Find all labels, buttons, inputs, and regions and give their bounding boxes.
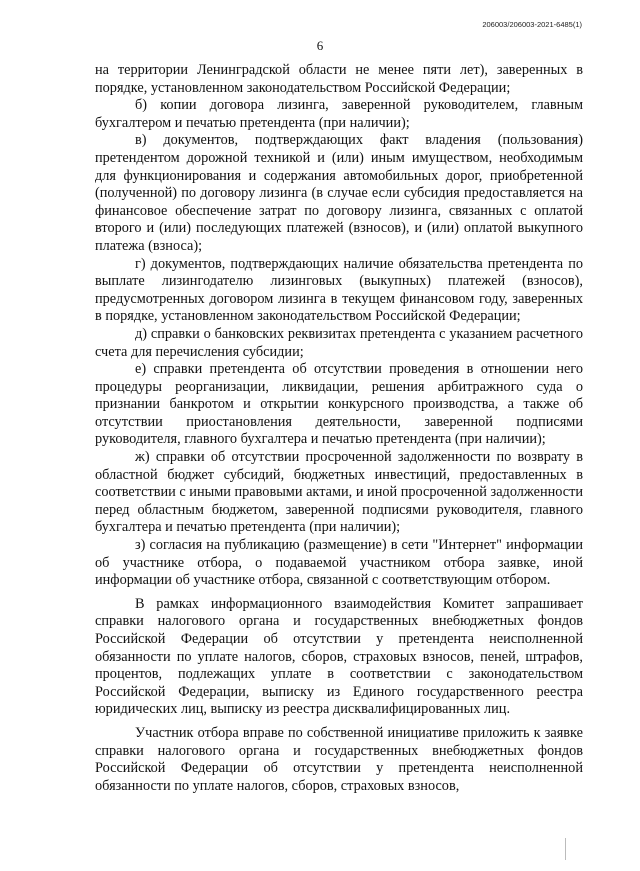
paragraph-item-e: е) справки претендента об отсутствии проведения в отношении него процедуры реорганизации, ликвидации, решения арбитражного суда о признании банкротом и открытии конкурсного производства, а также об отсутствии приостановления деятельности, заверенной подписями руководителя, главного бухгалтера и печатью претендента (при наличии); — [95, 361, 583, 448]
paragraph-item-zh: ж) справки об отсутствии просроченной задолженности по возврату в областной бюджет субсидий, бюджетных инвестиций, предоставленных в соответствии с иными правовыми актами, и иной просроченной задолженности перед областным бюджетом, заверенной подписями руководителя, главного бухгалтера и печатью претендента (при наличии); — [95, 449, 583, 536]
document-id: 206003/206003-2021-6485(1) — [482, 20, 582, 29]
paragraph-item-g: г) документов, подтверждающих наличие обязательства претендента по выплате лизингодателю лизинговых (выкупных) платежей (взносов), предусмотренных договором лизинга в текущем финансовом году, заверенных в порядке, установленном законодательством Российской Федерации; — [95, 255, 583, 325]
paragraph-item-v: в) документов, подтверждающих факт владения (пользования) претендентом дорожной техникой и (или) иным имуществом, необходимым для функционирования и содержания автомобильных дорог, приобретенной (полученной) по договору лизинга (в случае если субсидия предоставляется на финансовое обеспечение затрат по договору лизинга, связанных с оплатой второго и (или) последующих платежей (взносов), и (или) оплатой выкупного платежа (взноса); — [95, 132, 583, 254]
scan-edge-mark — [565, 838, 566, 860]
paragraph-interagency-request: В рамках информационного взаимодействия Комитет запрашивает справки налогового органа и государственных внебюджетных фондов Российской Федерации об отсутствии у претендента неисполненной обязанности по уплате налогов, сборов, страховых взносов, пеней, штрафов, процентов, подлежащих уплате в соответствии с законодательством Российской Федерации, выписку из Единого государственного реестра юридических лиц, выписку из реестра дисквалифицированных лиц. — [95, 595, 583, 718]
paragraph-participant-initiative: Участник отбора вправе по собственной инициативе приложить к заявке справки налогового органа и государственных внебюджетных фондов Российской Федерации об отсутствии у претендента неисполненной обязанности по уплате налогов, сборов, страховых взносов, — [95, 724, 583, 794]
paragraph-continuation: на территории Ленинградской области не менее пяти лет), заверенных в порядке, установленном законодательством Российской Федерации; — [95, 62, 583, 96]
page-number: 6 — [316, 38, 324, 53]
paragraph-item-d: д) справки о банковских реквизитах претендента с указанием расчетного счета для перечисления субсидии; — [95, 325, 583, 360]
document-body — [95, 62, 583, 795]
paragraph-item-b: б) копии договора лизинга, заверенной руководителем, главным бухгалтером и печатью претендента (при наличии); — [95, 97, 583, 131]
paragraph-item-z: з) согласия на публикацию (размещение) в сети "Интернет" информации об участнике отбора, о подаваемой участником отбора заявке, иной информации об участнике отбора, связанной с соответствующим отбором. — [95, 537, 583, 589]
